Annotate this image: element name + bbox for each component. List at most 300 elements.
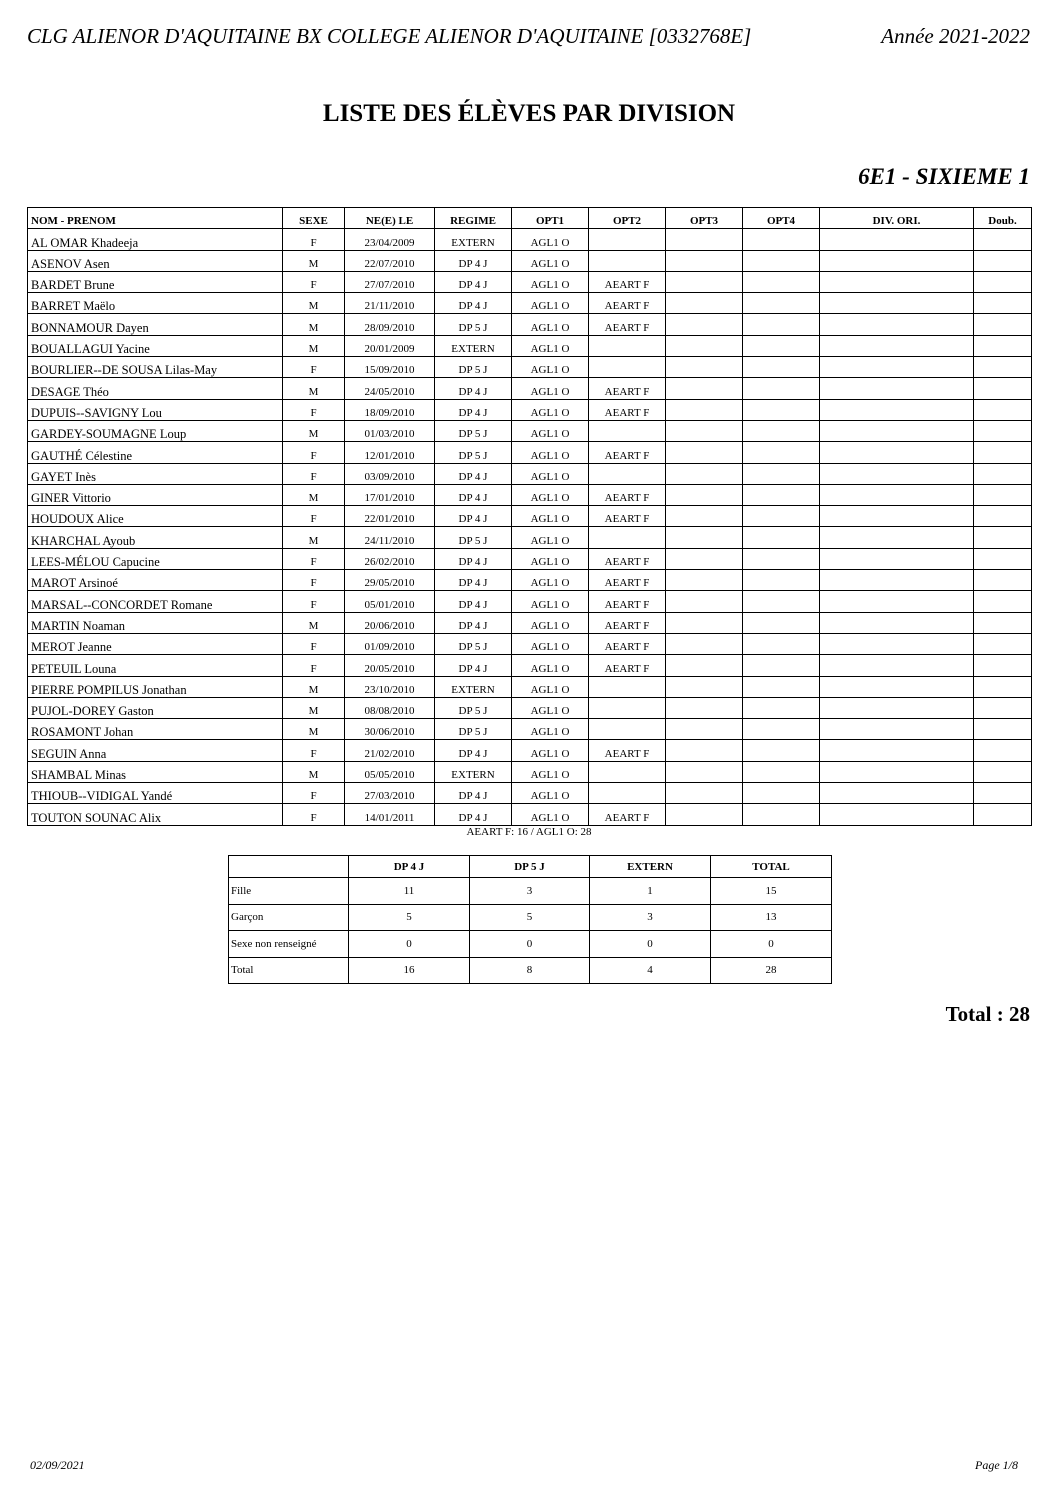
table-row: [28, 527, 1032, 548]
cell-div-ori: [820, 676, 974, 697]
regime-cell-dp5: 0: [470, 931, 590, 958]
cell-birthdate: 05/01/2010: [345, 591, 435, 612]
cell-opt1: AGL1 O: [512, 506, 589, 527]
regime-table-body: [229, 878, 832, 984]
cell-sex: M: [283, 697, 345, 718]
cell-div-ori: [820, 719, 974, 740]
cell-birthdate: 27/07/2010: [345, 271, 435, 292]
school-name: CLG ALIENOR D'AQUITAINE BX COLLEGE ALIENOR D'AQUITAINE [0332768E]: [27, 24, 752, 48]
cell-sex: F: [283, 271, 345, 292]
cell-opt3: [666, 420, 743, 441]
cell-opt2: [589, 229, 666, 250]
cell-opt4: [743, 335, 820, 356]
regime-cell-dp5: 5: [470, 904, 590, 931]
cell-opt4: [743, 783, 820, 804]
cell-opt3: [666, 570, 743, 591]
cell-doub: [974, 676, 1032, 697]
cell-opt2: AEART F: [589, 655, 666, 676]
cell-opt3: [666, 271, 743, 292]
table-row: [28, 783, 1032, 804]
table-row: [28, 612, 1032, 633]
cell-opt2: [589, 719, 666, 740]
regime-row: [229, 931, 832, 958]
cell-opt3: [666, 548, 743, 569]
cell-name: TOUTON SOUNAC Alix: [28, 804, 283, 825]
students-header-row: [28, 208, 1032, 229]
cell-doub: [974, 335, 1032, 356]
students-table: [27, 207, 1032, 826]
cell-opt1: AGL1 O: [512, 293, 589, 314]
cell-div-ori: [820, 399, 974, 420]
cell-opt1: AGL1 O: [512, 591, 589, 612]
cell-opt3: [666, 655, 743, 676]
regime-cell-extern: 0: [590, 931, 711, 958]
cell-opt2: [589, 335, 666, 356]
cell-opt1: AGL1 O: [512, 676, 589, 697]
cell-opt3: [666, 633, 743, 654]
cell-name: GAUTHÉ Célestine: [28, 442, 283, 463]
cell-opt2: [589, 420, 666, 441]
cell-opt3: [666, 463, 743, 484]
cell-sex: F: [283, 463, 345, 484]
cell-name: PUJOL-DOREY Gaston: [28, 697, 283, 718]
cell-opt2: [589, 676, 666, 697]
cell-regime: DP 5 J: [435, 442, 512, 463]
cell-div-ori: [820, 250, 974, 271]
cell-name: GAYET Inès: [28, 463, 283, 484]
col-header-div-ori: DIV. ORI.: [820, 208, 974, 229]
cell-birthdate: 30/06/2010: [345, 719, 435, 740]
cell-regime: DP 4 J: [435, 463, 512, 484]
cell-birthdate: 21/11/2010: [345, 293, 435, 314]
regime-row: [229, 878, 832, 905]
cell-doub: [974, 420, 1032, 441]
table-row: [28, 761, 1032, 782]
cell-div-ori: [820, 335, 974, 356]
cell-sex: F: [283, 740, 345, 761]
cell-doub: [974, 783, 1032, 804]
cell-opt3: [666, 697, 743, 718]
cell-regime: DP 5 J: [435, 357, 512, 378]
cell-name: BONNAMOUR Dayen: [28, 314, 283, 335]
cell-doub: [974, 378, 1032, 399]
cell-opt1: AGL1 O: [512, 740, 589, 761]
cell-doub: [974, 293, 1032, 314]
cell-div-ori: [820, 740, 974, 761]
table-row: [28, 697, 1032, 718]
cell-div-ori: [820, 420, 974, 441]
regime-cell-label: Fille: [229, 878, 349, 905]
cell-name: MARSAL--CONCORDET Romane: [28, 591, 283, 612]
cell-birthdate: 21/02/2010: [345, 740, 435, 761]
cell-opt4: [743, 676, 820, 697]
col-header-opt2: OPT2: [589, 208, 666, 229]
cell-opt3: [666, 612, 743, 633]
cell-opt4: [743, 229, 820, 250]
regime-row: [229, 957, 832, 984]
cell-sex: F: [283, 655, 345, 676]
cell-doub: [974, 612, 1032, 633]
cell-opt1: AGL1 O: [512, 399, 589, 420]
cell-div-ori: [820, 612, 974, 633]
cell-name: ASENOV Asen: [28, 250, 283, 271]
cell-name: DUPUIS--SAVIGNY Lou: [28, 399, 283, 420]
cell-regime: DP 5 J: [435, 527, 512, 548]
cell-div-ori: [820, 506, 974, 527]
cell-opt4: [743, 314, 820, 335]
cell-opt3: [666, 484, 743, 505]
cell-doub: [974, 548, 1032, 569]
cell-regime: DP 4 J: [435, 399, 512, 420]
cell-opt1: AGL1 O: [512, 697, 589, 718]
col-header-regime: REGIME: [435, 208, 512, 229]
cell-opt3: [666, 378, 743, 399]
cell-opt4: [743, 442, 820, 463]
cell-div-ori: [820, 357, 974, 378]
cell-doub: [974, 506, 1032, 527]
cell-opt1: AGL1 O: [512, 357, 589, 378]
cell-sex: F: [283, 570, 345, 591]
cell-birthdate: 28/09/2010: [345, 314, 435, 335]
cell-regime: DP 5 J: [435, 633, 512, 654]
cell-birthdate: 23/10/2010: [345, 676, 435, 697]
cell-opt2: AEART F: [589, 506, 666, 527]
cell-opt2: [589, 527, 666, 548]
cell-opt2: [589, 357, 666, 378]
cell-opt4: [743, 463, 820, 484]
regime-cell-dp5: 3: [470, 878, 590, 905]
cell-opt1: AGL1 O: [512, 761, 589, 782]
cell-regime: DP 4 J: [435, 484, 512, 505]
cell-opt4: [743, 378, 820, 399]
regime-summary-table: [228, 855, 832, 984]
cell-opt1: AGL1 O: [512, 378, 589, 399]
cell-birthdate: 23/04/2009: [345, 229, 435, 250]
cell-div-ori: [820, 633, 974, 654]
cell-opt2: AEART F: [589, 548, 666, 569]
cell-sex: M: [283, 293, 345, 314]
cell-name: SEGUIN Anna: [28, 740, 283, 761]
cell-name: BARDET Brune: [28, 271, 283, 292]
cell-birthdate: 27/03/2010: [345, 783, 435, 804]
cell-div-ori: [820, 761, 974, 782]
cell-birthdate: 22/07/2010: [345, 250, 435, 271]
division-label: 6E1 - SIXIEME 1: [858, 164, 1030, 189]
cell-opt4: [743, 293, 820, 314]
table-row: [28, 591, 1032, 612]
regime-col-header-dp4: DP 4 J: [349, 856, 470, 878]
cell-doub: [974, 442, 1032, 463]
page-title: LISTE DES ÉLÈVES PAR DIVISION: [322, 100, 736, 127]
regime-cell-dp4: 0: [349, 931, 470, 958]
cell-doub: [974, 697, 1032, 718]
table-row: [28, 463, 1032, 484]
cell-opt2: AEART F: [589, 570, 666, 591]
cell-opt2: AEART F: [589, 378, 666, 399]
regime-col-header-extern: EXTERN: [590, 856, 711, 878]
cell-opt1: AGL1 O: [512, 484, 589, 505]
cell-sex: M: [283, 250, 345, 271]
table-row: [28, 293, 1032, 314]
regime-col-header-dp5: DP 5 J: [470, 856, 590, 878]
table-row: [28, 804, 1032, 825]
regime-cell-label: Garçon: [229, 904, 349, 931]
cell-opt4: [743, 506, 820, 527]
cell-regime: EXTERN: [435, 335, 512, 356]
cell-regime: DP 4 J: [435, 783, 512, 804]
cell-div-ori: [820, 527, 974, 548]
cell-birthdate: 20/05/2010: [345, 655, 435, 676]
cell-opt1: AGL1 O: [512, 229, 589, 250]
cell-opt2: AEART F: [589, 442, 666, 463]
cell-opt2: [589, 783, 666, 804]
cell-opt4: [743, 804, 820, 825]
col-header-opt4: OPT4: [743, 208, 820, 229]
cell-doub: [974, 314, 1032, 335]
cell-opt1: AGL1 O: [512, 420, 589, 441]
cell-name: BARRET Maëlo: [28, 293, 283, 314]
cell-opt3: [666, 293, 743, 314]
cell-regime: DP 5 J: [435, 420, 512, 441]
cell-div-ori: [820, 229, 974, 250]
cell-regime: DP 4 J: [435, 271, 512, 292]
cell-name: HOUDOUX Alice: [28, 506, 283, 527]
cell-div-ori: [820, 591, 974, 612]
table-row: [28, 399, 1032, 420]
cell-opt4: [743, 697, 820, 718]
cell-opt3: [666, 250, 743, 271]
cell-birthdate: 18/09/2010: [345, 399, 435, 420]
cell-opt3: [666, 783, 743, 804]
cell-opt1: AGL1 O: [512, 655, 589, 676]
cell-opt3: [666, 399, 743, 420]
cell-regime: DP 4 J: [435, 740, 512, 761]
cell-opt1: AGL1 O: [512, 271, 589, 292]
col-header-name: NOM - PRENOM: [28, 208, 283, 229]
table-row: [28, 442, 1032, 463]
cell-opt3: [666, 676, 743, 697]
cell-opt3: [666, 804, 743, 825]
col-header-birthdate: NE(E) LE: [345, 208, 435, 229]
footer-date: 02/09/2021: [30, 1458, 85, 1472]
table-row: [28, 420, 1032, 441]
cell-name: PIERRE POMPILUS Jonathan: [28, 676, 283, 697]
cell-opt3: [666, 761, 743, 782]
cell-birthdate: 29/05/2010: [345, 570, 435, 591]
cell-doub: [974, 804, 1032, 825]
cell-birthdate: 24/11/2010: [345, 527, 435, 548]
cell-birthdate: 01/09/2010: [345, 633, 435, 654]
cell-doub: [974, 229, 1032, 250]
cell-doub: [974, 527, 1032, 548]
cell-opt2: [589, 761, 666, 782]
cell-doub: [974, 463, 1032, 484]
cell-sex: M: [283, 335, 345, 356]
cell-div-ori: [820, 783, 974, 804]
cell-opt2: AEART F: [589, 399, 666, 420]
cell-opt2: [589, 697, 666, 718]
cell-birthdate: 17/01/2010: [345, 484, 435, 505]
cell-regime: EXTERN: [435, 676, 512, 697]
cell-opt1: AGL1 O: [512, 612, 589, 633]
cell-name: SHAMBAL Minas: [28, 761, 283, 782]
cell-doub: [974, 655, 1032, 676]
cell-opt3: [666, 357, 743, 378]
table-row: [28, 378, 1032, 399]
footer-page-number: Page 1/8: [975, 1458, 1018, 1472]
cell-sex: M: [283, 527, 345, 548]
cell-sex: F: [283, 506, 345, 527]
cell-regime: DP 4 J: [435, 250, 512, 271]
cell-name: MAROT Arsinoé: [28, 570, 283, 591]
table-row: [28, 506, 1032, 527]
table-row: [28, 655, 1032, 676]
cell-opt4: [743, 591, 820, 612]
regime-cell-total: 28: [711, 957, 832, 984]
cell-sex: M: [283, 378, 345, 399]
cell-opt4: [743, 548, 820, 569]
cell-doub: [974, 761, 1032, 782]
table-row: [28, 484, 1032, 505]
cell-doub: [974, 740, 1032, 761]
cell-regime: DP 5 J: [435, 719, 512, 740]
cell-regime: DP 4 J: [435, 293, 512, 314]
cell-name: AL OMAR Khadeeja: [28, 229, 283, 250]
cell-div-ori: [820, 655, 974, 676]
cell-opt1: AGL1 O: [512, 250, 589, 271]
cell-birthdate: 12/01/2010: [345, 442, 435, 463]
cell-opt1: AGL1 O: [512, 442, 589, 463]
cell-sex: M: [283, 484, 345, 505]
regime-cell-dp5: 8: [470, 957, 590, 984]
regime-cell-total: 13: [711, 904, 832, 931]
cell-opt3: [666, 740, 743, 761]
cell-doub: [974, 570, 1032, 591]
regime-cell-total: 15: [711, 878, 832, 905]
cell-opt3: [666, 506, 743, 527]
cell-name: KHARCHAL Ayoub: [28, 527, 283, 548]
cell-opt2: AEART F: [589, 484, 666, 505]
cell-opt2: AEART F: [589, 314, 666, 335]
table-row: [28, 229, 1032, 250]
regime-cell-extern: 3: [590, 904, 711, 931]
cell-doub: [974, 271, 1032, 292]
cell-div-ori: [820, 548, 974, 569]
cell-opt2: AEART F: [589, 271, 666, 292]
cell-sex: F: [283, 399, 345, 420]
cell-name: GINER Vittorio: [28, 484, 283, 505]
cell-name: PETEUIL Louna: [28, 655, 283, 676]
cell-div-ori: [820, 570, 974, 591]
cell-doub: [974, 399, 1032, 420]
table-row: [28, 676, 1032, 697]
table-row: [28, 314, 1032, 335]
cell-regime: DP 5 J: [435, 697, 512, 718]
cell-sex: M: [283, 761, 345, 782]
cell-birthdate: 20/06/2010: [345, 612, 435, 633]
table-row: [28, 271, 1032, 292]
cell-sex: M: [283, 719, 345, 740]
cell-opt3: [666, 335, 743, 356]
regime-header-row: [229, 856, 832, 878]
cell-name: DESAGE Théo: [28, 378, 283, 399]
cell-regime: DP 4 J: [435, 548, 512, 569]
cell-birthdate: 24/05/2010: [345, 378, 435, 399]
cell-opt4: [743, 420, 820, 441]
cell-opt2: AEART F: [589, 612, 666, 633]
regime-cell-dp4: 11: [349, 878, 470, 905]
cell-sex: M: [283, 612, 345, 633]
cell-birthdate: 05/05/2010: [345, 761, 435, 782]
cell-name: MARTIN Noaman: [28, 612, 283, 633]
regime-col-header-total: TOTAL: [711, 856, 832, 878]
cell-sex: F: [283, 633, 345, 654]
cell-opt4: [743, 357, 820, 378]
cell-opt1: AGL1 O: [512, 314, 589, 335]
table-row: [28, 633, 1032, 654]
cell-regime: DP 4 J: [435, 591, 512, 612]
cell-doub: [974, 719, 1032, 740]
regime-cell-label: Total: [229, 957, 349, 984]
cell-regime: DP 4 J: [435, 612, 512, 633]
cell-name: BOUALLAGUI Yacine: [28, 335, 283, 356]
cell-opt4: [743, 250, 820, 271]
table-row: [28, 719, 1032, 740]
cell-opt2: [589, 250, 666, 271]
cell-regime: DP 4 J: [435, 655, 512, 676]
regime-cell-extern: 4: [590, 957, 711, 984]
cell-opt2: [589, 463, 666, 484]
regime-cell-extern: 1: [590, 878, 711, 905]
col-header-sex: SEXE: [283, 208, 345, 229]
cell-opt1: AGL1 O: [512, 633, 589, 654]
table-row: [28, 570, 1032, 591]
cell-birthdate: 14/01/2011: [345, 804, 435, 825]
cell-sex: M: [283, 676, 345, 697]
cell-div-ori: [820, 314, 974, 335]
cell-doub: [974, 357, 1032, 378]
cell-regime: DP 4 J: [435, 378, 512, 399]
cell-name: MEROT Jeanne: [28, 633, 283, 654]
cell-regime: DP 4 J: [435, 804, 512, 825]
cell-birthdate: 22/01/2010: [345, 506, 435, 527]
cell-opt3: [666, 527, 743, 548]
cell-opt1: AGL1 O: [512, 335, 589, 356]
cell-div-ori: [820, 271, 974, 292]
cell-opt4: [743, 570, 820, 591]
cell-sex: F: [283, 804, 345, 825]
cell-regime: EXTERN: [435, 761, 512, 782]
cell-opt4: [743, 399, 820, 420]
regime-col-header-blank: [229, 856, 349, 878]
options-summary: AEART F: 16 / AGL1 O: 28: [466, 826, 592, 838]
cell-name: GARDEY-SOUMAGNE Loup: [28, 420, 283, 441]
cell-regime: DP 4 J: [435, 570, 512, 591]
regime-row: [229, 904, 832, 931]
cell-opt4: [743, 719, 820, 740]
cell-birthdate: 26/02/2010: [345, 548, 435, 569]
cell-sex: F: [283, 357, 345, 378]
cell-opt1: AGL1 O: [512, 527, 589, 548]
cell-div-ori: [820, 804, 974, 825]
cell-div-ori: [820, 697, 974, 718]
cell-opt2: AEART F: [589, 740, 666, 761]
col-header-opt3: OPT3: [666, 208, 743, 229]
col-header-opt1: OPT1: [512, 208, 589, 229]
cell-opt4: [743, 740, 820, 761]
cell-opt4: [743, 484, 820, 505]
cell-opt1: AGL1 O: [512, 719, 589, 740]
